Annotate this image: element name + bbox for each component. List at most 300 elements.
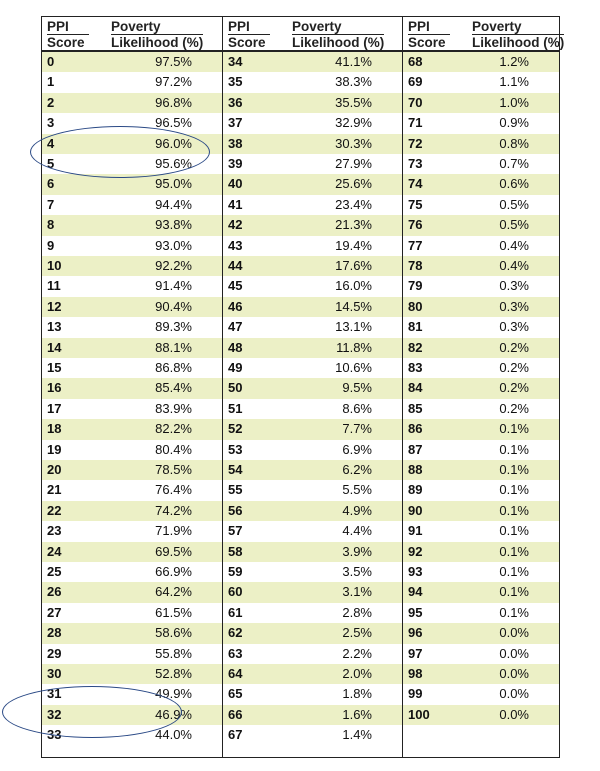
ppi-score: 23 <box>47 523 62 539</box>
poverty-likelihood: 78.5% <box>155 462 192 477</box>
ppi-score: 92 <box>408 543 423 559</box>
ppi-score: 97 <box>408 645 423 661</box>
poverty-likelihood: 41.1% <box>335 54 372 69</box>
table-row <box>223 174 402 194</box>
poverty-likelihood: 0.7% <box>499 156 529 171</box>
ppi-score: 67 <box>228 727 243 743</box>
poverty-likelihood: 80.4% <box>155 441 192 457</box>
table-row <box>403 113 559 133</box>
table-row <box>403 93 559 113</box>
ppi-score: 72 <box>408 135 423 151</box>
table-row <box>403 134 559 154</box>
table-row <box>42 378 222 398</box>
table-row <box>223 134 402 154</box>
poverty-likelihood: 0.1% <box>499 482 529 498</box>
poverty-likelihood: 3.1% <box>342 584 372 600</box>
poverty-likelihood: 10.6% <box>335 360 372 375</box>
poverty-likelihood: 5.5% <box>342 482 372 498</box>
ppi-score: 59 <box>228 564 243 579</box>
table-row <box>403 460 559 480</box>
poverty-likelihood: 0.6% <box>499 176 529 192</box>
poverty-likelihood: 92.2% <box>155 258 192 273</box>
ppi-score: 19 <box>47 441 62 457</box>
table-row <box>223 480 402 500</box>
poverty-likelihood: 11.8% <box>336 339 372 355</box>
ppi-score: 12 <box>47 298 62 314</box>
table-row <box>42 256 222 276</box>
ppi-score: 11 <box>47 278 61 294</box>
poverty-likelihood: 0.1% <box>499 543 529 559</box>
poverty-likelihood: 66.9% <box>155 564 192 579</box>
poverty-likelihood: 0.1% <box>499 564 529 579</box>
table-row <box>223 317 402 337</box>
ppi-score: 60 <box>228 584 243 600</box>
table-row <box>223 399 402 419</box>
poverty-likelihood: 9.5% <box>342 380 372 396</box>
ppi-score: 61 <box>228 604 243 620</box>
poverty-likelihood: 1.4% <box>342 727 372 743</box>
table-row <box>42 93 222 113</box>
poverty-likelihood: 96.8% <box>155 94 192 110</box>
table-row <box>223 725 402 745</box>
poverty-likelihood: 4.9% <box>342 502 372 518</box>
table-row <box>223 664 402 684</box>
table-row <box>223 378 402 398</box>
table-row <box>403 317 559 337</box>
ppi-score: 76 <box>408 217 423 233</box>
ppi-score: 13 <box>47 319 62 335</box>
table-row <box>403 378 559 398</box>
poverty-likelihood: 0.4% <box>499 258 529 273</box>
poverty-likelihood: 21.3% <box>335 217 372 233</box>
ppi-score: 27 <box>47 604 62 620</box>
header-score-label-2: Score <box>47 34 89 50</box>
table-row <box>403 440 559 460</box>
table-row <box>42 460 222 480</box>
poverty-likelihood: 6.9% <box>342 441 372 457</box>
ppi-score: 82 <box>408 339 423 355</box>
ppi-score: 29 <box>47 645 62 661</box>
table-row <box>403 236 559 256</box>
ppi-score: 2 <box>47 94 55 110</box>
ppi-score: 7 <box>47 196 55 212</box>
poverty-likelihood: 13.1% <box>335 319 372 335</box>
poverty-likelihood: 1.0% <box>499 94 529 110</box>
ppi-score: 0 <box>47 54 55 69</box>
poverty-likelihood: 2.8% <box>342 604 372 620</box>
poverty-likelihood: 2.2% <box>342 645 372 661</box>
ppi-score: 43 <box>228 237 243 253</box>
poverty-likelihood: 61.5% <box>155 604 192 620</box>
table-row <box>403 684 559 704</box>
table-row <box>223 113 402 133</box>
poverty-likelihood: 0.0% <box>499 686 529 702</box>
poverty-likelihood: 27.9% <box>335 156 372 171</box>
table-row <box>223 93 402 113</box>
table-row <box>42 195 222 215</box>
table-row <box>223 582 402 602</box>
table-row <box>403 195 559 215</box>
ppi-score: 66 <box>228 706 243 722</box>
ppi-score: 64 <box>228 666 243 681</box>
poverty-likelihood: 23.4% <box>335 196 372 212</box>
poverty-likelihood: 97.2% <box>155 74 192 90</box>
header-likelihood-label-1: Poverty <box>111 19 161 34</box>
table-row <box>403 480 559 500</box>
table-row <box>223 603 402 623</box>
table-row <box>42 644 222 664</box>
ppi-score: 16 <box>47 380 62 396</box>
table-row <box>403 501 559 521</box>
ppi-score: 55 <box>228 482 243 498</box>
poverty-likelihood: 58.6% <box>155 625 192 641</box>
table-row <box>223 705 402 725</box>
table-column-3 <box>402 17 565 757</box>
ppi-score: 56 <box>228 502 243 518</box>
ppi-score: 87 <box>408 441 423 457</box>
table-row <box>42 399 222 419</box>
poverty-likelihood: 0.1% <box>499 604 529 620</box>
ppi-score: 53 <box>228 441 243 457</box>
poverty-likelihood: 86.8% <box>155 360 192 375</box>
ppi-score: 9 <box>47 237 55 253</box>
poverty-likelihood: 0.1% <box>499 584 529 600</box>
ppi-score: 74 <box>408 176 423 192</box>
table-row <box>223 684 402 704</box>
poverty-likelihood: 97.5% <box>155 54 192 69</box>
table-row <box>403 358 559 378</box>
ppi-score: 5 <box>47 156 55 171</box>
table-row <box>403 542 559 562</box>
poverty-likelihood: 89.3% <box>155 319 192 335</box>
table-row <box>403 705 559 725</box>
ppi-score: 96 <box>408 625 423 641</box>
poverty-likelihood: 19.4% <box>335 237 372 253</box>
table-row <box>223 215 402 235</box>
poverty-likelihood: 83.9% <box>155 400 192 416</box>
header-score-label-1: PPI <box>228 19 250 34</box>
poverty-likelihood: 0.2% <box>499 380 529 396</box>
ppi-score: 65 <box>228 686 243 702</box>
poverty-likelihood: 0.9% <box>499 115 529 131</box>
ppi-score: 14 <box>47 339 62 355</box>
ppi-score: 86 <box>408 421 423 437</box>
column-header <box>223 17 402 52</box>
ppi-score: 95 <box>408 604 423 620</box>
ppi-score: 24 <box>47 543 62 559</box>
poverty-likelihood: 0.0% <box>499 706 529 722</box>
poverty-likelihood: 96.0% <box>155 135 192 151</box>
ppi-score: 52 <box>228 421 243 437</box>
poverty-likelihood: 30.3% <box>335 135 372 151</box>
poverty-likelihood: 93.8% <box>155 217 192 233</box>
ppi-score: 80 <box>408 298 423 314</box>
ppi-score: 69 <box>408 74 423 90</box>
ppi-score: 79 <box>408 278 423 294</box>
poverty-likelihood: 0.3% <box>499 319 529 335</box>
table-row <box>42 276 222 296</box>
ppi-score: 36 <box>228 94 243 110</box>
poverty-likelihood: 0.4% <box>499 237 529 253</box>
ppi-score: 30 <box>47 666 62 681</box>
table-row <box>42 623 222 643</box>
ppi-score: 49 <box>228 360 243 375</box>
table-row <box>223 338 402 358</box>
ppi-score: 4 <box>47 135 55 151</box>
header-likelihood-label-2: Likelihood (%) <box>292 35 385 50</box>
poverty-likelihood: 0.2% <box>499 400 529 416</box>
poverty-likelihood: 69.5% <box>155 543 192 559</box>
ppi-score: 18 <box>47 421 62 437</box>
poverty-likelihood: 49.9% <box>155 686 192 702</box>
ppi-score: 62 <box>228 625 243 641</box>
poverty-likelihood: 25.6% <box>335 176 372 192</box>
table-row <box>403 72 559 92</box>
poverty-likelihood: 0.1% <box>499 462 529 477</box>
table-row <box>223 644 402 664</box>
table-row <box>42 440 222 460</box>
table-row <box>223 297 402 317</box>
table-row <box>403 52 559 72</box>
ppi-score: 57 <box>228 523 243 539</box>
poverty-likelihood: 93.0% <box>155 237 192 253</box>
ppi-score: 26 <box>47 584 62 600</box>
ppi-score: 99 <box>408 686 423 702</box>
poverty-likelihood: 0.1% <box>499 502 529 518</box>
table-row <box>403 419 559 439</box>
table-column-2 <box>222 17 402 757</box>
table-row <box>403 603 559 623</box>
poverty-likelihood: 4.4% <box>342 523 372 539</box>
poverty-likelihood: 88.1% <box>155 339 192 355</box>
ppi-score: 44 <box>228 258 243 273</box>
ppi-score: 3 <box>47 115 55 131</box>
table-row <box>223 276 402 296</box>
ppi-score: 21 <box>47 482 62 498</box>
table-row <box>42 521 222 541</box>
table-row <box>403 644 559 664</box>
poverty-likelihood: 17.6% <box>335 258 372 273</box>
poverty-likelihood: 1.1% <box>499 74 529 90</box>
ppi-score: 32 <box>47 706 62 722</box>
header-score-label-2: Score <box>228 34 270 50</box>
table-row <box>403 256 559 276</box>
poverty-likelihood: 2.0% <box>342 666 372 681</box>
ppi-score: 37 <box>228 115 243 131</box>
ppi-score: 90 <box>408 502 423 518</box>
poverty-likelihood: 52.8% <box>155 666 192 681</box>
ppi-score: 6 <box>47 176 55 192</box>
poverty-likelihood: 3.9% <box>342 543 372 559</box>
ppi-score: 41 <box>228 196 243 212</box>
poverty-likelihood: 71.9% <box>155 523 192 539</box>
column-header <box>42 17 222 52</box>
table-row <box>223 236 402 256</box>
poverty-likelihood: 46.9% <box>155 706 192 722</box>
table-row <box>42 358 222 378</box>
table-row <box>403 276 559 296</box>
ppi-score: 40 <box>228 176 243 192</box>
ppi-score: 84 <box>408 380 423 396</box>
poverty-likelihood: 82.2% <box>155 421 192 437</box>
poverty-likelihood: 1.8% <box>342 686 372 702</box>
ppi-score: 48 <box>228 339 243 355</box>
table-row <box>223 542 402 562</box>
ppi-score: 58 <box>228 543 243 559</box>
table-row <box>223 195 402 215</box>
table-row <box>42 542 222 562</box>
ppi-score: 91 <box>408 523 423 539</box>
poverty-likelihood: 0.5% <box>499 196 529 212</box>
header-score-label-1: PPI <box>408 19 430 34</box>
ppi-score: 15 <box>47 360 62 375</box>
poverty-likelihood: 95.0% <box>155 176 192 192</box>
ppi-score: 35 <box>228 74 243 90</box>
poverty-likelihood: 1.6% <box>342 706 372 722</box>
poverty-likelihood: 38.3% <box>335 74 372 90</box>
poverty-likelihood: 0.2% <box>499 339 529 355</box>
ppi-score: 93 <box>408 564 423 579</box>
ppi-score: 81 <box>408 319 423 335</box>
poverty-likelihood: 16.0% <box>335 278 372 294</box>
ppi-score: 54 <box>228 462 243 477</box>
poverty-likelihood: 76.4% <box>155 482 192 498</box>
poverty-likelihood: 74.2% <box>155 502 192 518</box>
ppi-score: 98 <box>408 666 423 681</box>
poverty-likelihood: 96.5% <box>155 115 192 131</box>
ppi-score: 47 <box>228 319 243 335</box>
poverty-likelihood: 2.5% <box>342 625 372 641</box>
table-row <box>403 154 559 174</box>
table-row <box>403 338 559 358</box>
ppi-score: 1 <box>47 74 55 90</box>
table-row <box>42 603 222 623</box>
table-row <box>42 664 222 684</box>
ppi-score: 38 <box>228 135 243 151</box>
table-row <box>223 52 402 72</box>
ppi-score: 63 <box>228 645 243 661</box>
table-row <box>223 440 402 460</box>
poverty-likelihood: 35.5% <box>335 94 372 110</box>
table-row <box>42 72 222 92</box>
table-row <box>42 317 222 337</box>
header-score-label-2: Score <box>408 34 450 50</box>
table-row <box>42 562 222 582</box>
poverty-likelihood: 7.7% <box>342 421 372 437</box>
annotation-oval-scores-4-5 <box>30 126 210 178</box>
poverty-likelihood: 44.0% <box>155 727 192 743</box>
ppi-score: 83 <box>408 360 423 375</box>
poverty-likelihood: 6.2% <box>342 462 372 477</box>
header-score-label-1: PPI <box>47 19 69 34</box>
table-row <box>223 358 402 378</box>
ppi-score: 39 <box>228 156 243 171</box>
table-row <box>223 521 402 541</box>
table-row <box>403 664 559 684</box>
header-likelihood-label-2: Likelihood (%) <box>472 35 565 50</box>
table-row <box>223 154 402 174</box>
ppi-score: 46 <box>228 298 243 314</box>
table-row <box>403 297 559 317</box>
header-likelihood-label-1: Poverty <box>472 19 522 34</box>
table-row <box>223 419 402 439</box>
ppi-score: 45 <box>228 278 243 294</box>
table-row <box>403 582 559 602</box>
ppi-score: 89 <box>408 482 423 498</box>
ppi-score: 20 <box>47 462 62 477</box>
poverty-likelihood: 91.4% <box>155 278 192 294</box>
table-row <box>403 215 559 235</box>
poverty-likelihood: 14.5% <box>335 298 372 314</box>
ppi-score: 51 <box>228 400 243 416</box>
poverty-likelihood: 0.0% <box>499 666 529 681</box>
table-row <box>403 399 559 419</box>
ppi-score: 42 <box>228 217 243 233</box>
poverty-likelihood: 0.0% <box>499 625 529 641</box>
table-row <box>42 236 222 256</box>
poverty-likelihood: 0.1% <box>499 441 529 457</box>
table-row <box>42 501 222 521</box>
poverty-likelihood: 64.2% <box>155 584 192 600</box>
ppi-score: 28 <box>47 625 62 641</box>
table-row <box>403 521 559 541</box>
poverty-likelihood: 0.0% <box>499 645 529 661</box>
ppi-score: 100 <box>408 706 430 722</box>
poverty-likelihood: 8.6% <box>342 400 372 416</box>
table-row <box>223 562 402 582</box>
ppi-score: 22 <box>47 502 62 518</box>
ppi-score: 68 <box>408 54 423 69</box>
table-row <box>403 623 559 643</box>
table-row <box>223 623 402 643</box>
ppi-score: 25 <box>47 564 62 579</box>
ppi-score: 70 <box>408 94 423 110</box>
poverty-likelihood: 0.5% <box>499 217 529 233</box>
ppi-score: 94 <box>408 584 423 600</box>
table-row <box>42 582 222 602</box>
ppi-score: 8 <box>47 217 55 233</box>
poverty-likelihood: 0.3% <box>499 278 529 294</box>
header-likelihood-label-2: Likelihood (%) <box>111 35 204 50</box>
poverty-likelihood: 95.6% <box>155 156 192 171</box>
poverty-likelihood: 90.4% <box>155 298 192 314</box>
table-row <box>42 480 222 500</box>
table-row <box>403 174 559 194</box>
poverty-likelihood: 0.8% <box>499 135 529 151</box>
ppi-score: 71 <box>408 115 423 131</box>
poverty-likelihood: 3.5% <box>342 564 372 579</box>
table-row <box>42 297 222 317</box>
poverty-likelihood: 85.4% <box>155 380 192 396</box>
table-row <box>42 338 222 358</box>
ppi-score: 78 <box>408 258 423 273</box>
ppi-score: 33 <box>47 727 62 743</box>
poverty-likelihood: 55.8% <box>155 645 192 661</box>
ppi-score: 10 <box>47 258 62 273</box>
poverty-likelihood: 0.1% <box>499 421 529 437</box>
column-header <box>403 17 565 52</box>
ppi-score: 88 <box>408 462 423 477</box>
poverty-likelihood: 94.4% <box>155 196 192 212</box>
poverty-likelihood: 0.2% <box>499 360 529 375</box>
table-row <box>223 72 402 92</box>
table-row <box>403 562 559 582</box>
ppi-score: 17 <box>47 400 62 416</box>
ppi-score: 75 <box>408 196 423 212</box>
poverty-likelihood: 1.2% <box>499 54 529 69</box>
table-row <box>42 419 222 439</box>
table-row <box>223 256 402 276</box>
